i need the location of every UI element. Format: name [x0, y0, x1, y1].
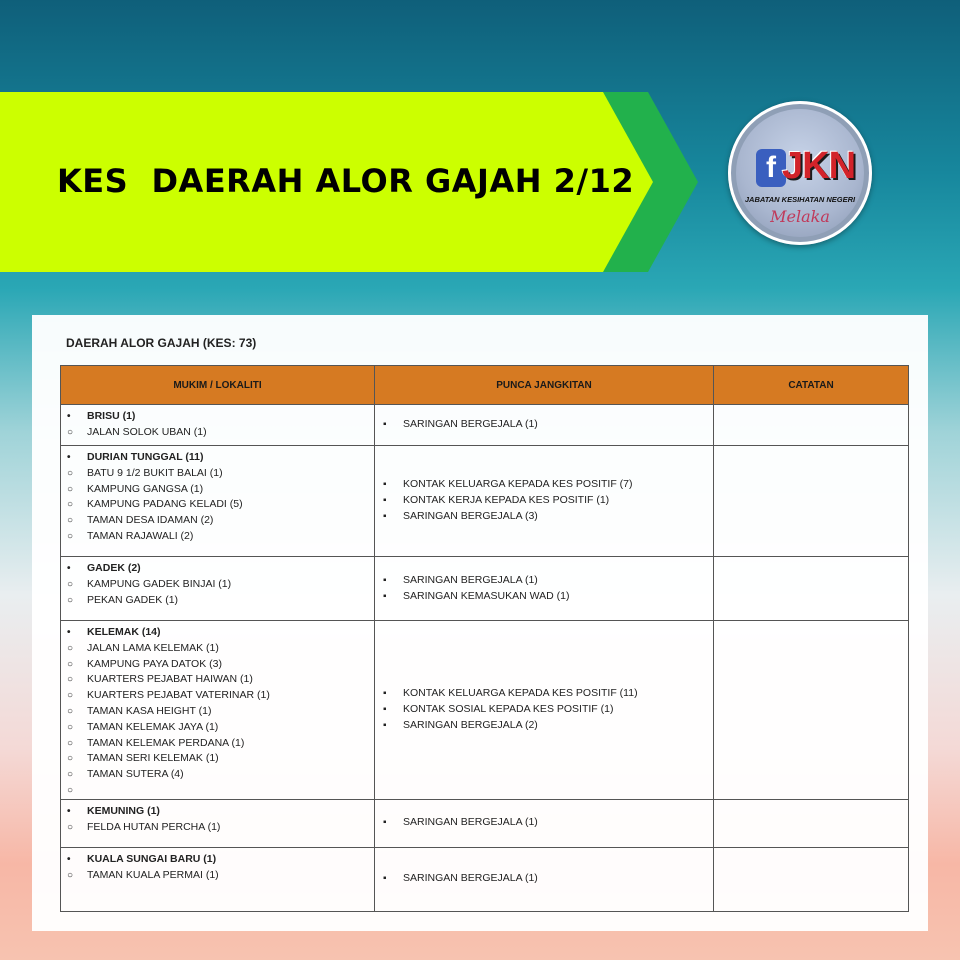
- locality-name: KAMPUNG PADANG KELADI (5): [87, 498, 243, 511]
- square-bullet-icon: ▪: [383, 419, 387, 431]
- cell-catatan: [714, 847, 909, 911]
- punca-line: [381, 573, 713, 589]
- mukim-name: DURIAN TUNGGAL (11): [87, 451, 204, 463]
- cell-catatan: [714, 799, 909, 847]
- punca-line: [381, 477, 713, 493]
- bullet-icon: •: [67, 627, 71, 638]
- cell-mukim: [61, 557, 375, 621]
- circle-bullet-icon: ○: [67, 769, 74, 781]
- locality-line: [67, 529, 374, 545]
- cell-mukim: [61, 405, 375, 446]
- cell-punca: [375, 621, 714, 800]
- locality-name: PEKAN GADEK (1): [87, 593, 179, 606]
- cases-table: [60, 365, 909, 912]
- locality-line: [67, 672, 374, 688]
- punca-line: [381, 589, 713, 605]
- locality-line: [67, 783, 374, 799]
- locality-name: TAMAN KUALA PERMAI (1): [87, 868, 219, 881]
- locality-name: JALAN SOLOK UBAN (1): [87, 425, 207, 438]
- circle-bullet-icon: ○: [67, 426, 74, 438]
- square-bullet-icon: ▪: [383, 479, 387, 491]
- punca-text: SARINGAN BERGEJALA (3): [403, 509, 538, 522]
- locality-name: JALAN LAMA KELEMAK (1): [87, 641, 219, 654]
- locality-line: [67, 641, 374, 657]
- locality-line: [67, 704, 374, 720]
- punca-line: [381, 871, 713, 887]
- document-title: DAERAH ALOR GAJAH (KES: 73): [66, 336, 257, 350]
- locality-name: TAMAN SERI KELEMAK (1): [87, 752, 219, 765]
- circle-bullet-icon: ○: [67, 705, 74, 717]
- locality-line: [67, 513, 374, 529]
- locality-name: KUARTERS PEJABAT HAIWAN (1): [87, 673, 253, 686]
- locality-line: [67, 657, 374, 673]
- locality-line: [67, 466, 374, 482]
- table-row: [61, 621, 909, 800]
- circle-bullet-icon: ○: [67, 578, 74, 590]
- square-bullet-icon: ▪: [383, 703, 387, 715]
- square-bullet-icon: ▪: [383, 719, 387, 731]
- locality-name: KAMPUNG GANGSA (1): [87, 482, 204, 495]
- circle-bullet-icon: ○: [67, 594, 74, 606]
- mukim-line: [67, 804, 374, 820]
- punca-text: KONTAK KELUARGA KEPADA KES POSITIF (7): [403, 478, 633, 491]
- punca-line: [381, 509, 713, 525]
- table-row: [61, 405, 909, 446]
- table-header-row: [61, 366, 909, 405]
- bullet-icon: •: [67, 853, 71, 865]
- cell-mukim: [61, 799, 375, 847]
- square-bullet-icon: ▪: [383, 574, 387, 586]
- punca-line: [381, 702, 713, 718]
- circle-bullet-icon: ○: [67, 499, 74, 511]
- punca-text: KONTAK KERJA KEPADA KES POSITIF (1): [403, 494, 610, 507]
- square-bullet-icon: ▪: [383, 495, 387, 507]
- locality-name: KUARTERS PEJABAT VATERINAR (1): [87, 689, 270, 702]
- locality-name: TAMAN SUTERA (4): [87, 768, 184, 781]
- square-bullet-icon: ▪: [383, 510, 387, 522]
- circle-bullet-icon: ○: [67, 467, 74, 479]
- logo-subtitle: JABATAN KESIHATAN NEGERI: [744, 195, 856, 204]
- locality-name: BATU 9 1/2 BUKIT BALAI (1): [87, 466, 223, 479]
- table-row: [61, 847, 909, 911]
- locality-line: [67, 577, 374, 593]
- circle-bullet-icon: ○: [67, 690, 74, 702]
- bullet-icon: •: [67, 411, 71, 422]
- cell-punca: [375, 799, 714, 847]
- locality-line: [67, 767, 374, 783]
- punca-line: [381, 815, 713, 831]
- cell-catatan: [714, 446, 909, 557]
- facebook-icon: f: [756, 149, 786, 187]
- mukim-line: [67, 852, 374, 868]
- locality-line: [67, 751, 374, 767]
- locality-line: [67, 497, 374, 513]
- banner-title: KES DAERAH ALOR GAJAH 2/12: [57, 162, 635, 200]
- square-bullet-icon: ▪: [383, 817, 387, 829]
- logo-script: Melaka: [770, 207, 830, 226]
- square-bullet-icon: ▪: [383, 590, 387, 602]
- cell-mukim: [61, 847, 375, 911]
- locality-line: [67, 593, 374, 609]
- cell-punca: [375, 847, 714, 911]
- circle-bullet-icon: ○: [67, 483, 74, 495]
- locality-name: TAMAN RAJAWALI (2): [87, 529, 194, 542]
- circle-bullet-icon: ○: [67, 721, 74, 733]
- locality-line: [67, 482, 374, 498]
- jkn-logo: [728, 101, 872, 245]
- circle-bullet-icon: ○: [67, 642, 74, 654]
- punca-line: [381, 718, 713, 734]
- column-header-mukim: MUKIM / LOKALITI: [61, 366, 375, 405]
- mukim-line: [67, 625, 374, 641]
- cell-punca: [375, 446, 714, 557]
- square-bullet-icon: ▪: [383, 873, 387, 885]
- punca-text: SARINGAN BERGEJALA (1): [403, 418, 538, 431]
- punca-line: [381, 417, 713, 433]
- locality-name: TAMAN KASA HEIGHT (1): [87, 704, 212, 717]
- circle-bullet-icon: ○: [67, 737, 74, 749]
- punca-text: SARINGAN BERGEJALA (1): [403, 872, 538, 885]
- cell-mukim: [61, 446, 375, 557]
- locality-name: TAMAN DESA IDAMAN (2): [87, 514, 214, 527]
- circle-bullet-icon: ○: [67, 784, 74, 796]
- locality-line: [67, 868, 374, 884]
- square-bullet-icon: ▪: [383, 688, 387, 700]
- table-row: [61, 799, 909, 847]
- logo-letters: JKN: [782, 145, 856, 187]
- column-header-punca: PUNCA JANGKITAN: [375, 366, 714, 405]
- punca-text: KONTAK KELUARGA KEPADA KES POSITIF (11): [403, 687, 638, 700]
- bullet-icon: •: [67, 563, 71, 574]
- punca-line: [381, 493, 713, 509]
- circle-bullet-icon: ○: [67, 530, 74, 542]
- table-row: [61, 446, 909, 557]
- punca-text: KONTAK SOSIAL KEPADA KES POSITIF (1): [403, 702, 614, 715]
- cell-mukim: [61, 621, 375, 800]
- mukim-line: [67, 450, 374, 466]
- circle-bullet-icon: ○: [67, 869, 74, 881]
- punca-text: SARINGAN BERGEJALA (2): [403, 718, 538, 731]
- mukim-line: [67, 561, 374, 577]
- circle-bullet-icon: ○: [67, 821, 74, 833]
- circle-bullet-icon: ○: [67, 515, 74, 527]
- mukim-name: GADEK (2): [87, 562, 141, 574]
- cell-punca: [375, 405, 714, 446]
- punca-text: SARINGAN BERGEJALA (1): [403, 816, 538, 829]
- mukim-line: [67, 409, 374, 425]
- locality-name: TAMAN KELEMAK JAYA (1): [87, 720, 219, 733]
- punca-text: SARINGAN KEMASUKAN WAD (1): [403, 589, 570, 602]
- locality-line: [67, 820, 374, 836]
- locality-line: [67, 425, 374, 441]
- column-header-catatan: CATATAN: [714, 366, 909, 405]
- circle-bullet-icon: ○: [67, 658, 74, 670]
- locality-line: [67, 736, 374, 752]
- locality-name: KAMPUNG GADEK BINJAI (1): [87, 577, 232, 590]
- circle-bullet-icon: ○: [67, 753, 74, 765]
- punca-line: [381, 686, 713, 702]
- cell-catatan: [714, 621, 909, 800]
- locality-name: TAMAN KELEMAK PERDANA (1): [87, 736, 245, 749]
- circle-bullet-icon: ○: [67, 674, 74, 686]
- bullet-icon: •: [67, 452, 71, 463]
- cell-punca: [375, 557, 714, 621]
- mukim-name: KUALA SUNGAI BARU (1): [87, 852, 217, 865]
- mukim-name: KEMUNING (1): [87, 804, 160, 817]
- cell-catatan: [714, 405, 909, 446]
- mukim-name: KELEMAK (14): [87, 626, 161, 638]
- bullet-icon: •: [67, 805, 71, 817]
- locality-name: KAMPUNG PAYA DATOK (3): [87, 657, 222, 670]
- locality-name: FELDA HUTAN PERCHA (1): [87, 820, 221, 833]
- table-row: [61, 557, 909, 621]
- cell-catatan: [714, 557, 909, 621]
- locality-line: [67, 720, 374, 736]
- locality-line: [67, 688, 374, 704]
- mukim-name: BRISU (1): [87, 410, 136, 422]
- punca-text: SARINGAN BERGEJALA (1): [403, 573, 538, 586]
